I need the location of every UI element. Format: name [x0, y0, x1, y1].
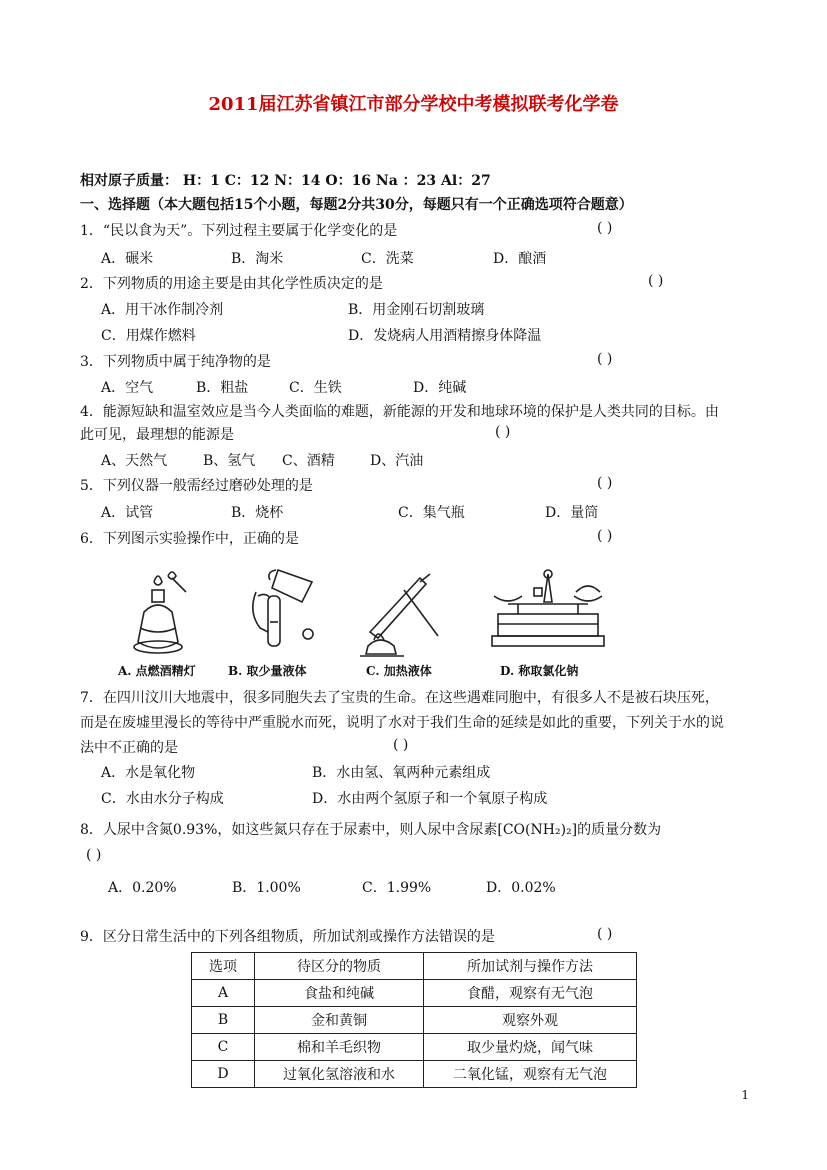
q3-option-b: B．粗盐	[196, 380, 249, 396]
answer-paren: ( )	[597, 220, 613, 236]
q5-option-a: A．试管	[101, 505, 154, 521]
table-cell: A	[192, 980, 255, 1007]
q3-option-a: A．空气	[101, 380, 154, 396]
question-3-stem: 3．下列物质中属于纯净物的是	[80, 354, 271, 370]
answer-paren: ( )	[597, 475, 613, 491]
table-row	[192, 1061, 637, 1088]
q2-option-a: A．用干冰作制冷剂	[101, 302, 224, 318]
atomic-mass-line: 相对原子质量： H：1 C：12 N：14 O：16 Na ：23 Al：27	[80, 173, 491, 189]
figure-a-caption: A. 点燃酒精灯	[118, 664, 196, 678]
q7-option-d: D．水由两个氢原子和一个氧原子构成	[312, 791, 548, 807]
answer-paren: ( )	[597, 528, 613, 544]
q5-option-b: B．烧杯	[231, 505, 284, 521]
q3-option-d: D．纯碱	[413, 380, 467, 396]
table-cell: 过氧化氢溶液和水	[255, 1061, 424, 1088]
question-5-stem: 5．下列仪器一般需经过磨砂处理的是	[80, 478, 313, 494]
q7-option-b: B．水由氢、氧两种元素组成	[312, 765, 491, 781]
table-cell: C	[192, 1034, 255, 1061]
question-8-stem: 8．人尿中含氮0.93%，如这些氮只存在于尿素中，则人尿中含尿素[CO(NH₂)₂]的质量分数为	[80, 822, 662, 838]
q7-option-a: A．水是氧化物	[101, 765, 196, 781]
table-cell: 金和黄铜	[255, 1007, 424, 1034]
table-cell: 观察外观	[424, 1007, 637, 1034]
table-row	[192, 980, 637, 1007]
question-7-stem-cont2: 法中不正确的是	[80, 740, 178, 756]
section-heading: 一、选择题（本大题包括15个小题，每题2分共30分，每题只有一个正确选项符合题意）	[80, 197, 633, 213]
question-7-stem: 7．在四川汶川大地震中，很多同胞失去了宝贵的生命。在这些遇难同胞中，有很多人不是被石块压死，	[80, 690, 719, 706]
question-9-stem: 9．区分日常生活中的下列各组物质，所加试剂或操作方法错误的是	[80, 929, 495, 945]
answer-paren: ( )	[648, 273, 664, 289]
comparison-table	[191, 952, 637, 1088]
q2-option-d: D．发烧病人用酒精擦身体降温	[348, 328, 542, 344]
answer-paren: ( )	[597, 351, 613, 367]
q1-option-a: A．碾米	[101, 251, 154, 267]
question-1-stem: 1．“民以食为天”。下列过程主要属于化学变化的是	[80, 223, 398, 239]
q1-option-c: C．洗菜	[361, 251, 414, 267]
table-header-row	[192, 953, 637, 980]
q8-option-a: A．0.20%	[108, 880, 177, 896]
answer-paren: ( )	[597, 926, 613, 942]
question-2-stem: 2．下列物质的用途主要是由其化学性质决定的是	[80, 276, 383, 292]
table-cell: 二氧化锰，观察有无气泡	[424, 1061, 637, 1088]
q2-option-b: B．用金刚石切割玻璃	[348, 302, 485, 318]
q8-option-d: D．0.02%	[486, 880, 556, 896]
question-4-stem: 4．能源短缺和温室效应是当今人类面临的难题，新能源的开发和地球环境的保护是人类共同的目标。由	[80, 404, 719, 420]
balance-weighing-figure	[488, 562, 608, 662]
q1-option-b: B．淘米	[231, 251, 284, 267]
question-7-stem-cont: 而是在废墟里漫长的等待中严重脱水而死，说明了水对于我们生命的延续是如此的重要，下列关于水的说	[80, 715, 724, 731]
question-4-stem-cont: 此可见，最理想的能源是	[80, 427, 234, 443]
q4-option-d: D、汽油	[370, 453, 424, 469]
q8-option-b: B．1.00%	[232, 880, 301, 896]
q3-option-c: C．生铁	[289, 380, 342, 396]
page-title: 2011届江苏省镇江市部分学校中考模拟联考化学卷	[208, 94, 619, 115]
q5-option-c: C．集气瓶	[398, 505, 465, 521]
table-header-cell: 待区分的物质	[255, 953, 424, 980]
q4-option-a: A、天然气	[101, 453, 168, 469]
q2-option-c: C．用煤作燃料	[101, 328, 196, 344]
page-number: 1	[741, 1088, 749, 1102]
table-cell: 食醋，观察有无气泡	[424, 980, 637, 1007]
heating-liquid-figure	[360, 562, 450, 662]
q5-option-d: D．量筒	[545, 505, 599, 521]
table-cell: 取少量灼烧，闻气味	[424, 1034, 637, 1061]
table-cell: D	[192, 1061, 255, 1088]
q1-option-d: D．酿酒	[493, 251, 547, 267]
alcohol-lamp-lighting-figure	[128, 562, 208, 662]
answer-paren: ( )	[86, 847, 102, 863]
answer-paren: ( )	[393, 737, 409, 753]
figure-c-caption: C. 加热液体	[366, 664, 432, 678]
figure-b-caption: B. 取少量液体	[228, 664, 307, 678]
table-row	[192, 1034, 637, 1061]
table-row	[192, 1007, 637, 1034]
figure-d-caption: D. 称取氯化钠	[500, 664, 579, 678]
q7-option-c: C．水由水分子构成	[101, 791, 224, 807]
table-cell: 棉和羊毛织物	[255, 1034, 424, 1061]
q8-option-c: C．1.99%	[362, 880, 432, 896]
table-header-cell: 选项	[192, 953, 255, 980]
table-cell: B	[192, 1007, 255, 1034]
pouring-liquid-figure	[240, 562, 330, 662]
answer-paren: ( )	[495, 424, 511, 440]
q4-option-b: B、氢气	[203, 453, 256, 469]
question-6-stem: 6．下列图示实验操作中，正确的是	[80, 531, 299, 547]
table-cell: 食盐和纯碱	[255, 980, 424, 1007]
table-header-cell: 所加试剂与操作方法	[424, 953, 637, 980]
q4-option-c: C、酒精	[282, 453, 335, 469]
